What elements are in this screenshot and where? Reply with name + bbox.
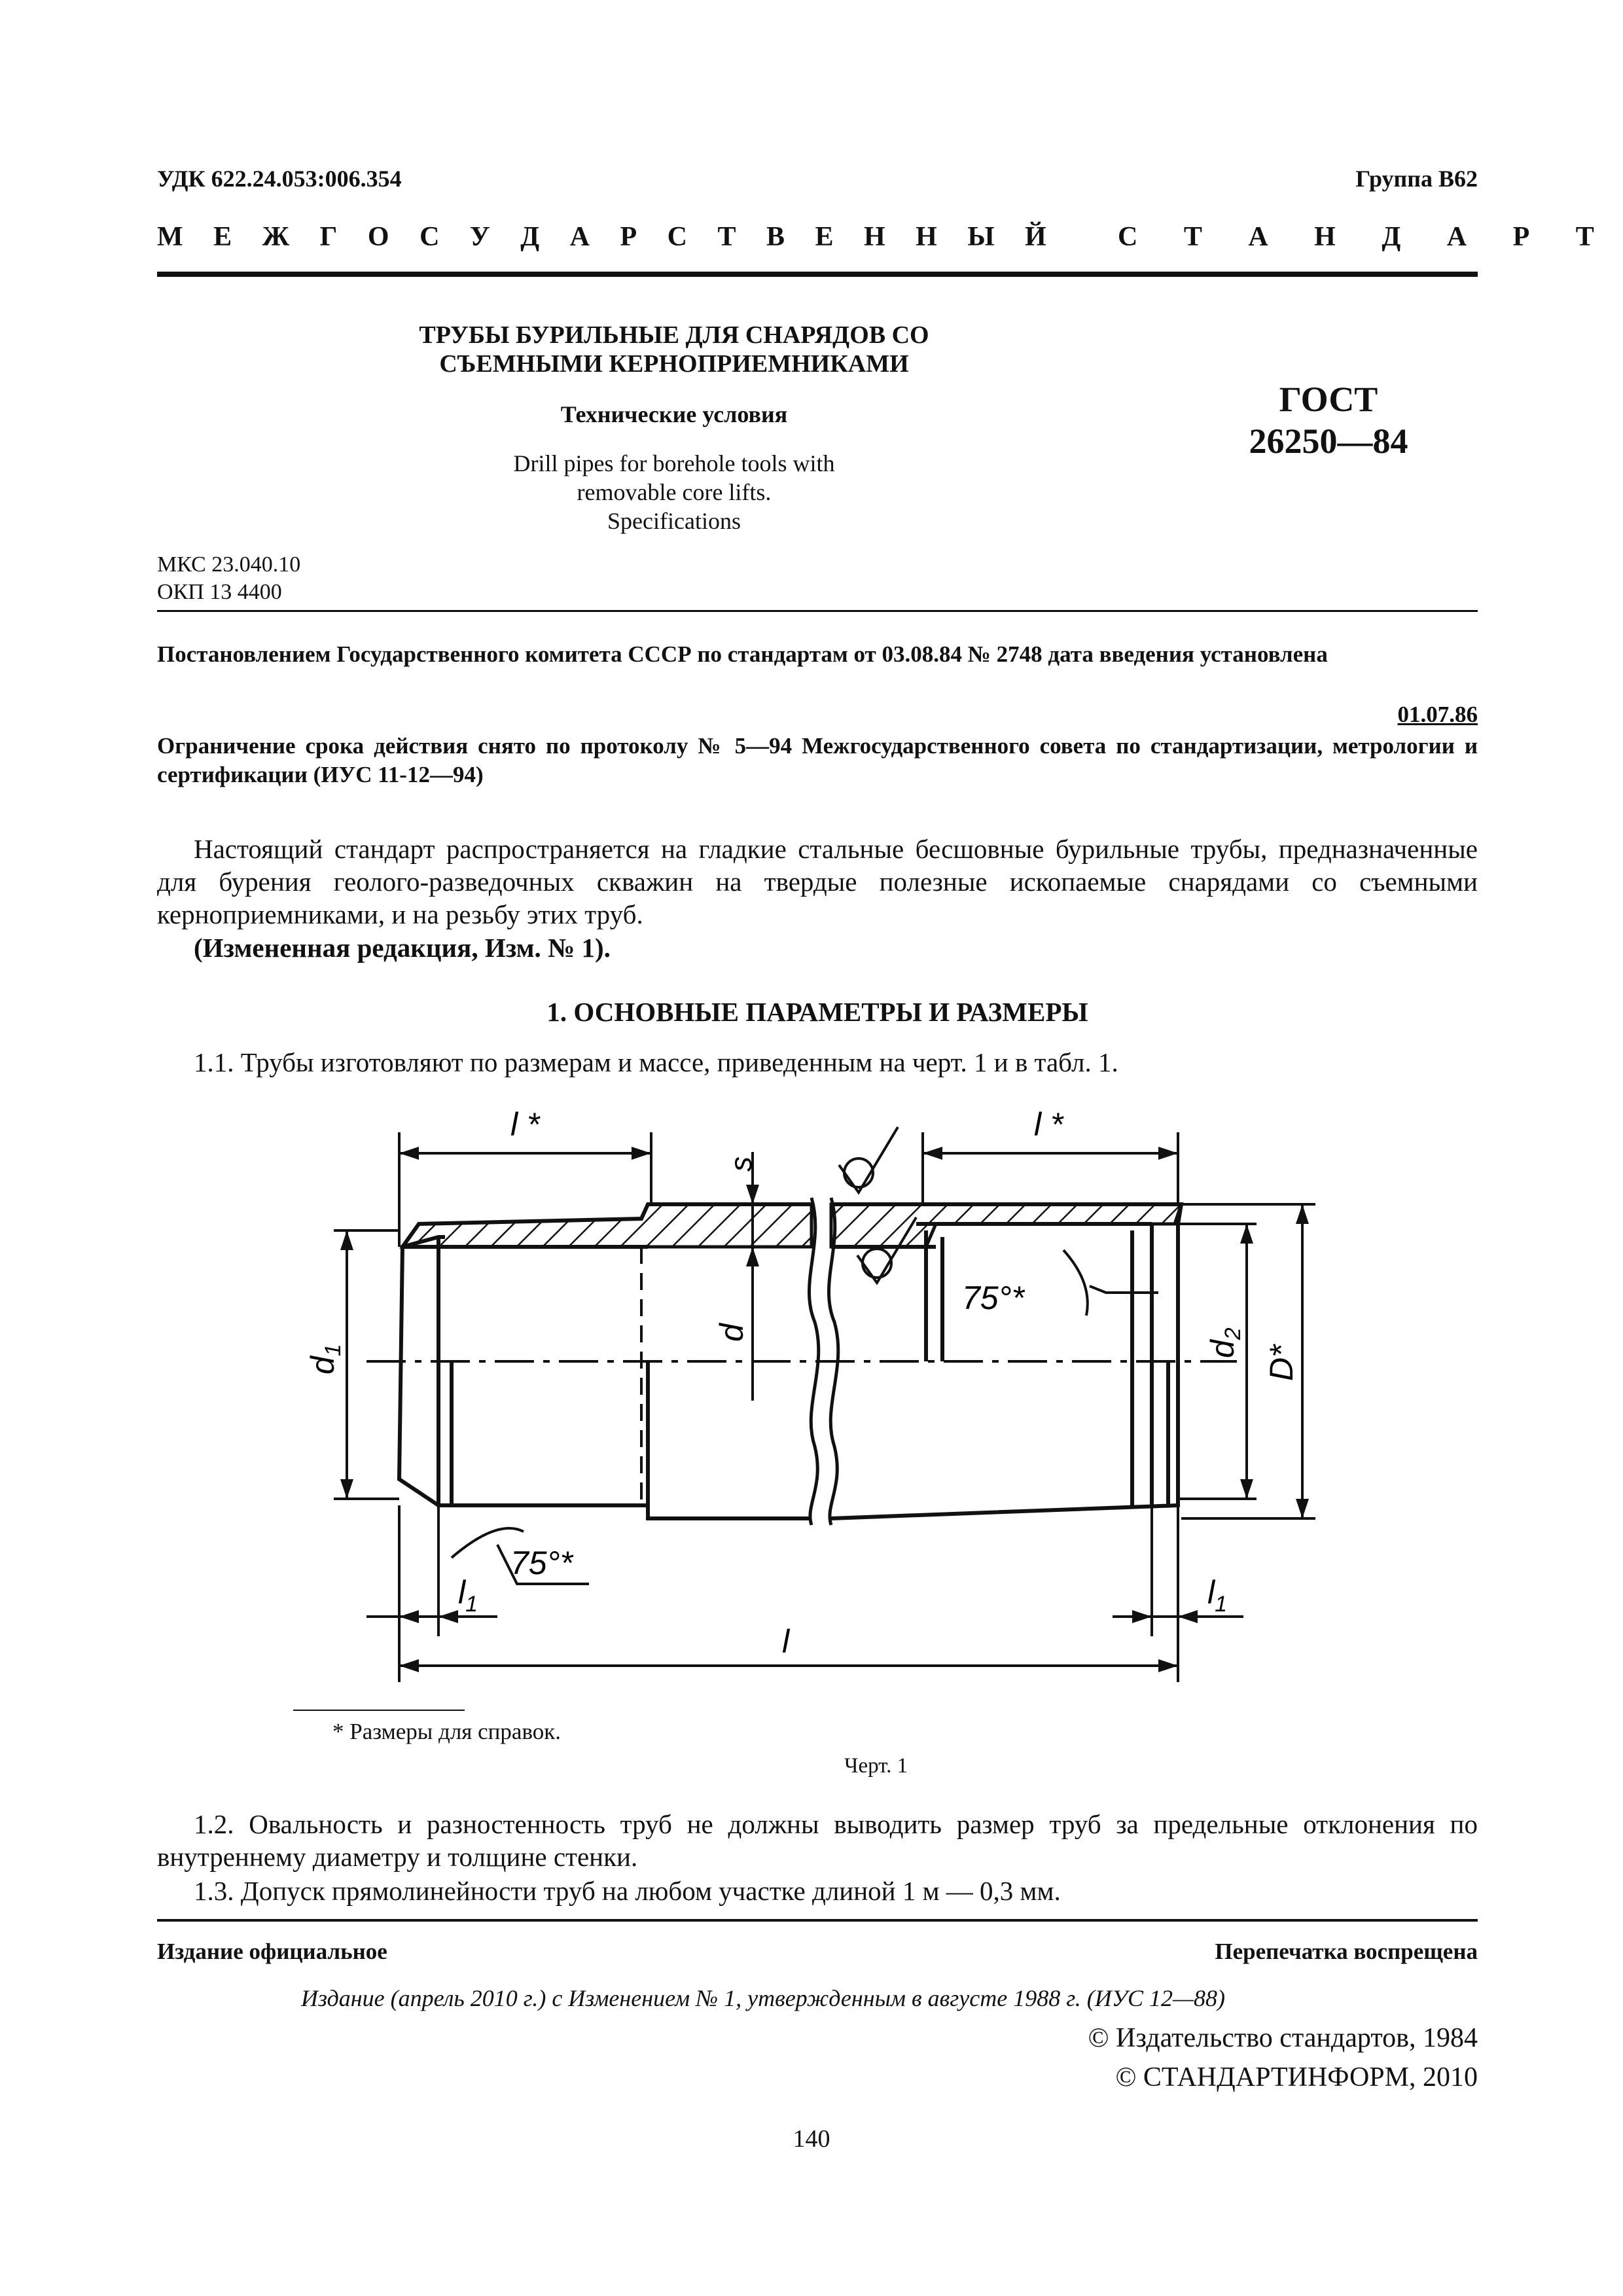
english-title [275, 449, 1073, 535]
intro-paragraph: Настоящий стандарт распространяется на гладкие стальные бесшовные бурильные трубы, предназначенные для бурения геолого-разведочных скважин на твердые полезные ископаемые снарядами со съемными керноприемниками, и на резьбу этих труб. [157, 834, 1478, 929]
paragraph-1-1: 1.1. Трубы изготовляют по размерам и массе, приведенным на черт. 1 и в табл. 1. [194, 1047, 1118, 1077]
doc-title-line2: СЪЕМНЫМИ КЕРНОПРИЕМНИКАМИ [439, 350, 909, 378]
pipe-drawing [0, 1086, 1623, 1708]
footer-rule [157, 1919, 1478, 1922]
udk-code: УДК 622.24.053:006.354 [157, 166, 402, 192]
dim-d1-main: d [304, 1356, 341, 1374]
amendment-note: (Измененная редакция, Изм. № 1). [194, 933, 611, 963]
gost-label: ГОСТ [1279, 380, 1378, 419]
interstate-label: М Е Ж Г О С У Д А Р С Т В Е Н Н Ы Й [157, 222, 1058, 252]
dim-l1-right [1207, 1574, 1227, 1617]
copyright-2: © СТАНДАРТИНФОРМ, 2010 [1115, 2062, 1478, 2092]
dim-d2-sub: 2 [1221, 1327, 1245, 1340]
doc-subtitle: Технические условия [560, 401, 788, 427]
edition-note: Издание (апрель 2010 г.) с Изменением № 1, утвержденным в августе 1988 г. (ИУС 12—88) [301, 1985, 1225, 2011]
dim-l1-left-main: l [458, 1574, 466, 1611]
decree-date: 01.07.86 [1397, 702, 1478, 727]
classifier-codes [157, 551, 300, 606]
dim-l-total: l [782, 1623, 790, 1660]
page-number: 140 [793, 2125, 830, 2153]
dim-l-star-right: l * [1034, 1106, 1063, 1143]
footnote: * Размеры для справок. [332, 1719, 561, 1744]
group-code: Группа В62 [1355, 166, 1478, 192]
english-title-line3: Specifications [607, 508, 741, 534]
section-heading: 1. ОСНОВНЫЕ ПАРАМЕТРЫ И РАЗМЕРЫ [546, 997, 1088, 1027]
figure-caption: Черт. 1 [844, 1754, 908, 1778]
official-edition: Издание официальное [157, 1939, 387, 1964]
dim-d2-main: d [1204, 1340, 1241, 1358]
gost-number: 26250—84 [1249, 422, 1408, 461]
decree-text: Постановлением Государственного комитета СССР по стандартам от 03.08.84 № 2748 дата введения установлена [157, 641, 1328, 667]
dim-d2 [1204, 1327, 1245, 1358]
gost-designation [1211, 378, 1446, 462]
dim-d: d [713, 1323, 750, 1342]
footnote-rule [293, 1710, 465, 1711]
dim-l-star-left: l * [510, 1106, 540, 1143]
dim-l1-left [458, 1574, 478, 1617]
dim-d1 [304, 1344, 346, 1374]
okp-code: ОКП 13 4400 [157, 580, 282, 604]
doc-title [275, 321, 1073, 378]
dim-D-star: D* [1263, 1344, 1300, 1381]
wall-hatch-left [402, 1204, 812, 1247]
english-title-line2: removable core lifts. [577, 479, 772, 505]
english-title-line1: Drill pipes for borehole tools with [513, 450, 835, 476]
title-rule [157, 610, 1478, 612]
dim-s: s [724, 1157, 758, 1172]
dim-d1-sub: 1 [321, 1344, 346, 1357]
header-rule [157, 272, 1478, 277]
paragraph-1-3: 1.3. Допуск прямолинейности труб на любом участке длиной 1 м — 0,3 мм. [194, 1876, 1061, 1906]
dim-l1-right-main: l [1207, 1574, 1215, 1611]
wall-hatch-right [831, 1204, 1181, 1247]
reprint-notice: Перепечатка воспрещена [1215, 1939, 1478, 1964]
dim-l1-left-sub: 1 [465, 1592, 478, 1617]
angle-bottom-label: 75°* [510, 1545, 573, 1581]
standard-label: С Т А Н Д А Р Т [1118, 222, 1614, 252]
paragraph-1-2: 1.2. Овальность и разностенность труб не должны выводить размер труб за предельные отклонения по внутреннему диаметру и толщине стенки. [157, 1809, 1478, 1872]
angle-top-label: 75°* [962, 1280, 1025, 1316]
dim-l1-right-sub: 1 [1215, 1592, 1228, 1617]
doc-title-line1: ТРУБЫ БУРИЛЬНЫЕ ДЛЯ СНАРЯДОВ СО [419, 321, 929, 349]
copyright-1: © Издательство стандартов, 1984 [1088, 2023, 1478, 2053]
limitation-text: Ограничение срока действия снято по протоколу № 5—94 Межгосударственного совета по стандартизации, метрологии и сертификации (ИУС 11-12—94) [157, 733, 1478, 787]
mks-code: МКС 23.040.10 [157, 552, 301, 577]
